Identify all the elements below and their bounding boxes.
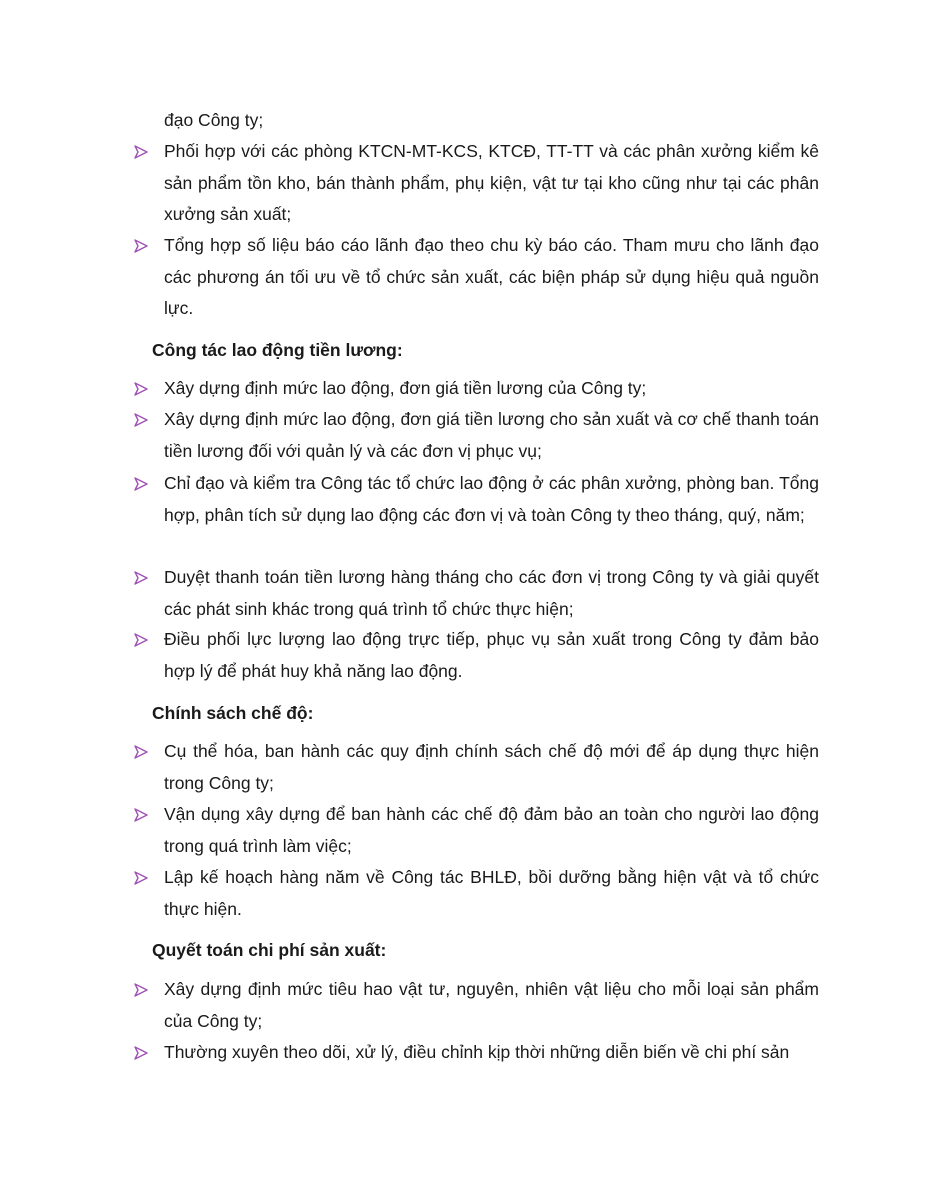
bullet-text: Duyệt thanh toán tiền lương hàng tháng cho các đơn vị trong Công ty và giải quyết các phát sinh khác trong quá trình tổ chức thực hiện; xyxy=(164,567,819,619)
bullet-text: Xây dựng định mức lao động, đơn giá tiền lương của Công ty; xyxy=(164,378,647,398)
section-heading-settlement: Quyết toán chi phí sản xuất: xyxy=(152,940,387,960)
bullet-text: Xây dựng định mức lao động, đơn giá tiền lương cho sản xuất và cơ chế thanh toán tiền lương đối với quản lý và các đơn vị phục vụ; xyxy=(164,409,819,461)
continuation-text: đạo Công ty; xyxy=(164,110,264,130)
section-heading-labor: Công tác lao động tiền lương: xyxy=(152,340,403,360)
bullet-text: Chỉ đạo và kiểm tra Công tác tổ chức lao động ở các phân xưởng, phòng ban. Tổng hợp, phân tích sử dụng lao động các đơn vị và toàn Công ty theo tháng, quý, năm; xyxy=(164,473,819,525)
arrow-bullet-icon xyxy=(134,736,150,768)
bullet-text: Tổng hợp số liệu báo cáo lãnh đạo theo chu kỳ báo cáo. Tham mưu cho lãnh đạo các phương án tối ưu về tổ chức sản xuất, các biện pháp sử dụng hiệu quả nguồn lực. xyxy=(164,235,819,318)
arrow-bullet-icon xyxy=(134,230,150,262)
arrow-bullet-icon xyxy=(134,562,150,594)
bullet-text: Lập kế hoạch hàng năm về Công tác BHLĐ, bồi dưỡng bằng hiện vật và tổ chức thực hiện. xyxy=(164,867,819,919)
bullet-text: Phối hợp với các phòng KTCN-MT-KCS, KTCĐ, TT-TT và các phân xưởng kiểm kê sản phẩm tồn kho, bán thành phẩm, phụ kiện, vật tư tại kho cũng như tại các phân xưởng sản xuất; xyxy=(164,141,819,224)
arrow-bullet-icon xyxy=(134,624,150,656)
arrow-bullet-icon xyxy=(134,373,150,405)
bullet-text: Cụ thể hóa, ban hành các quy định chính sách chế độ mới để áp dụng thực hiện trong Công ty; xyxy=(164,741,819,793)
bullet-text: Điều phối lực lượng lao động trực tiếp, phục vụ sản xuất trong Công ty đảm bảo hợp lý để phát huy khả năng lao động. xyxy=(164,629,819,681)
arrow-bullet-icon xyxy=(134,136,150,168)
section-heading-policy: Chính sách chế độ: xyxy=(152,703,314,723)
arrow-bullet-icon xyxy=(134,799,150,831)
arrow-bullet-icon xyxy=(134,404,150,436)
arrow-bullet-icon xyxy=(134,468,150,500)
bullet-text: Vận dụng xây dựng để ban hành các chế độ đảm bảo an toàn cho người lao động trong quá trình làm việc; xyxy=(164,804,819,856)
bullet-text: Xây dựng định mức tiêu hao vật tư, nguyên, nhiên vật liệu cho mỗi loại sản phẩm của Công ty; xyxy=(164,979,819,1031)
arrow-bullet-icon xyxy=(134,862,150,894)
arrow-bullet-icon xyxy=(134,1037,150,1069)
bullet-text: Thường xuyên theo dõi, xử lý, điều chỉnh kịp thời những diễn biến về chi phí sản xyxy=(164,1042,790,1062)
arrow-bullet-icon xyxy=(134,974,150,1006)
